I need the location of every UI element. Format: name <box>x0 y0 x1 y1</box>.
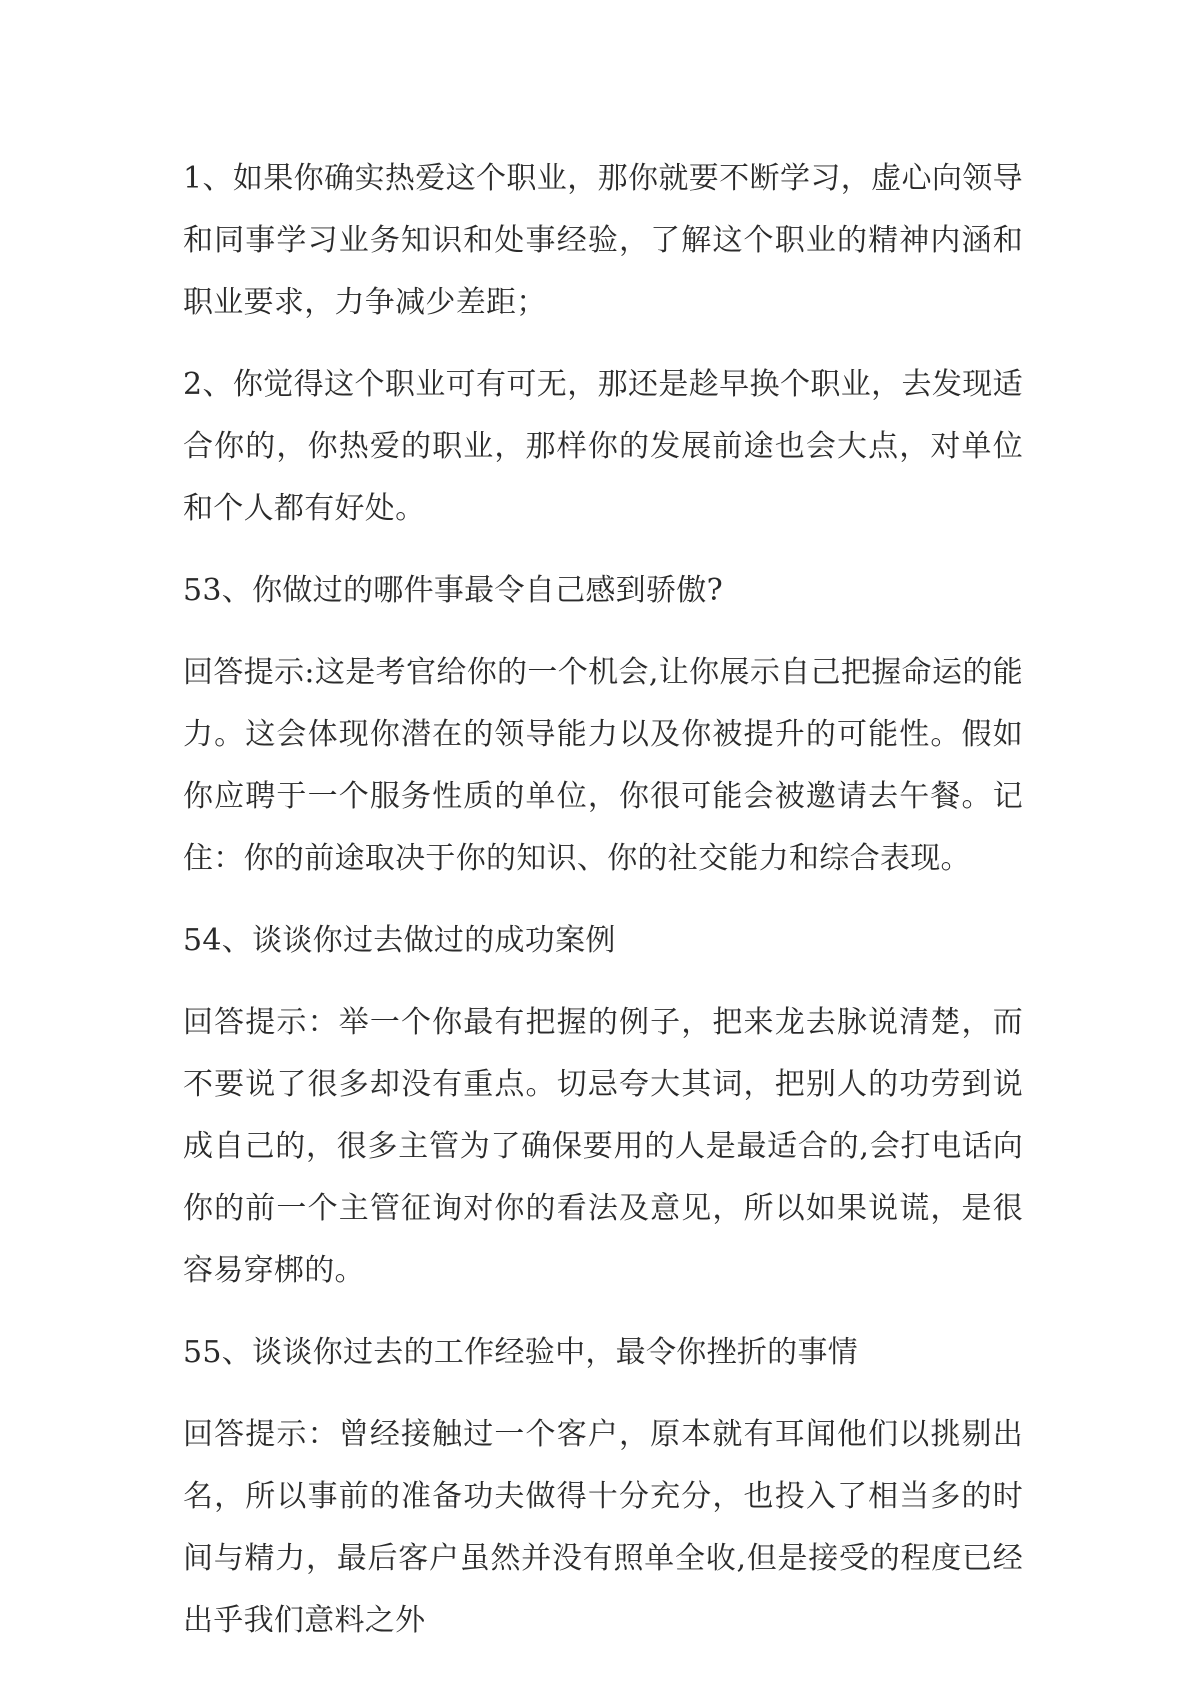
document-body <box>183 148 1023 1672</box>
answer-55: 回答提示：曾经接触过一个客户，原本就有耳闻他们以挑剔出名，所以事前的准备功夫做得十分充分，也投入了相当多的时间与精力，最后客户虽然并没有照单全收,但是接受的程度已经出乎我们意料之外 <box>183 1417 1023 1638</box>
question-55-heading: 55、谈谈你过去的工作经验中，最令你挫折的事情 <box>183 1335 859 1370</box>
paragraph-2: 2、你觉得这个职业可有可无，那还是趁早换个职业，去发现适合你的，你热爱的职业，那样你的发展前途也会大点，对单位和个人都有好处。 <box>183 367 1023 526</box>
answer-54: 回答提示：举一个你最有把握的例子，把来龙去脉说清楚，而不要说了很多却没有重点。切忌夸大其词，把别人的功劳到说成自己的，很多主管为了确保要用的人是最适合的,会打电话向你的前一个主管征询对你的看法及意见，所以如果说谎，是很容易穿梆的。 <box>183 1005 1023 1288</box>
question-54-heading: 54、谈谈你过去做过的成功案例 <box>183 923 616 958</box>
paragraph-1: 1、如果你确实热爱这个职业，那你就要不断学习，虚心向领导和同事学习业务知识和处事经验，了解这个职业的精神内涵和职业要求，力争减少差距； <box>183 161 1023 320</box>
question-53-heading: 53、你做过的哪件事最令自己感到骄傲? <box>183 573 723 608</box>
answer-53: 回答提示:这是考官给你的一个机会,让你展示自己把握命运的能力。这会体现你潜在的领导能力以及你被提升的可能性。假如你应聘于一个服务性质的单位，你很可能会被邀请去午餐。记住：你的前途取决于你的知识、你的社交能力和综合表现。 <box>183 655 1023 876</box>
